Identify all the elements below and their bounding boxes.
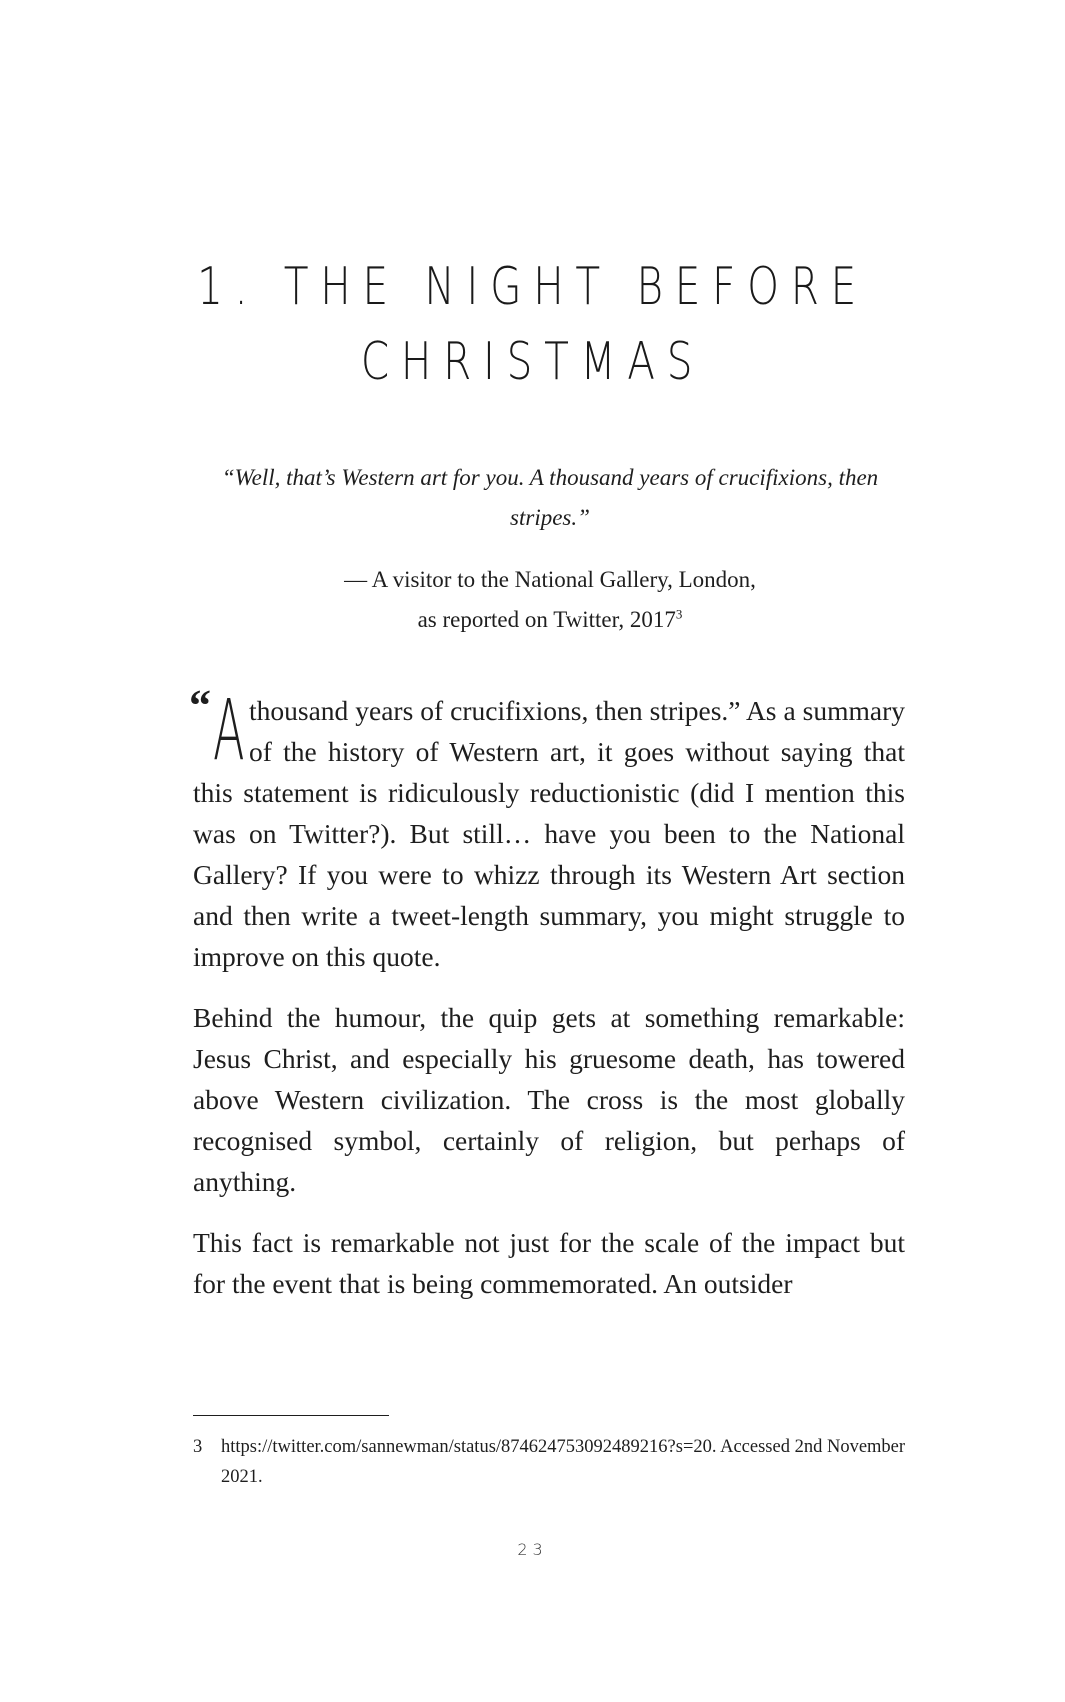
footnote bbox=[193, 1432, 913, 1492]
attribution-line-2: as reported on Twitter, 2017 bbox=[417, 607, 676, 632]
epigraph bbox=[190, 458, 910, 640]
footnote-reference[interactable]: 3 bbox=[675, 606, 683, 622]
footnote-divider bbox=[193, 1415, 389, 1416]
footnote-text[interactable]: https://twitter.com/sannewman/status/874624753092489216?s=20. Accessed 2nd November 2021. bbox=[221, 1437, 906, 1487]
chapter-title-line-1: 1. THE NIGHT BEFORE bbox=[197, 257, 868, 317]
attribution-line-1: — A visitor to the National Gallery, London, bbox=[344, 567, 756, 592]
chapter-title bbox=[117, 250, 948, 400]
paragraph-1-text: thousand years of crucifixions, then stripes.” As a summary of the history of Western art, it goes without saying that this statement is ridiculously reductionistic (did I mention this was on Twitter?). But still… have you been to the National Gallery? If you were to whizz through its Western Art section and then write a tweet-length summary, you might struggle to improve on this quote. bbox=[193, 695, 905, 972]
opening-quote-mark: “ bbox=[189, 681, 211, 730]
body-text bbox=[189, 681, 905, 1324]
paragraph-2: Behind the humour, the quip gets at something remarkable: Jesus Christ, and especially his gruesome death, has towered above Western civilization. The cross is the most globally recognised symbol, certainly of religion, but perhaps of anything. bbox=[193, 1002, 905, 1197]
footnote-number: 3 bbox=[193, 1437, 203, 1457]
drop-cap: A bbox=[213, 681, 245, 779]
page-number: 23 bbox=[517, 1540, 548, 1559]
chapter-title-line-2: CHRISTMAS bbox=[360, 332, 705, 392]
paragraph-3: This fact is remarkable not just for the scale of the impact but for the event that is being commemorated. An outsider bbox=[193, 1227, 905, 1299]
epigraph-attribution bbox=[190, 560, 910, 640]
epigraph-quote: “Well, that’s Western art for you. A thousand years of crucifixions, then stripes.” bbox=[221, 465, 879, 530]
paragraph-1 bbox=[189, 681, 905, 977]
